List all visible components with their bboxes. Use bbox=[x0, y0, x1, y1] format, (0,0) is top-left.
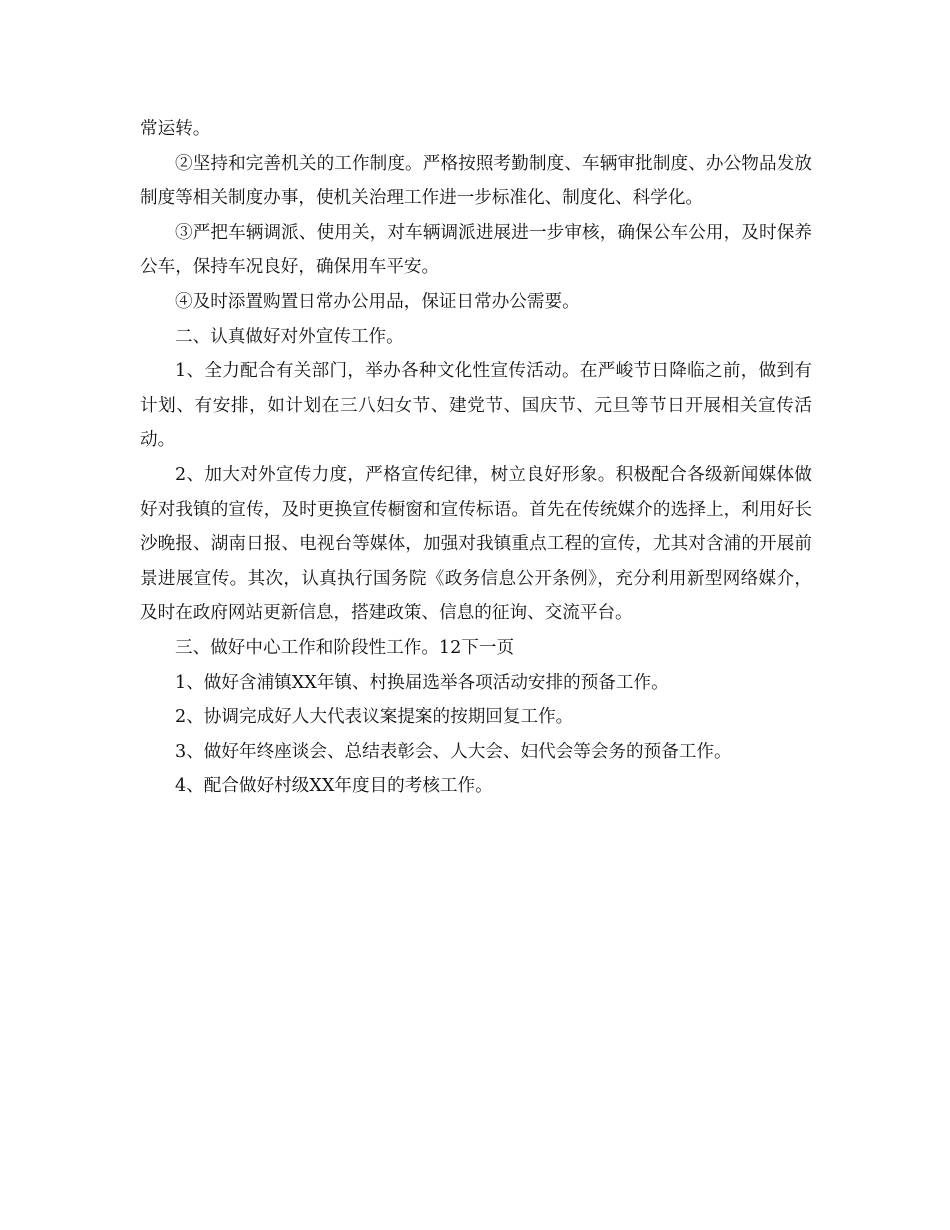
section-heading-central-work: 三、做好中心工作和阶段性工作。12下一页 bbox=[175, 637, 515, 658]
paragraph-office-supplies: ④及时添置购置日常办公用品，保证日常办公需要。 bbox=[175, 291, 580, 312]
document-body bbox=[140, 112, 812, 804]
list-item-election-preparation: 1、做好含浦镇XX年镇、村换届选举各项活动安排的预备工作。 bbox=[175, 672, 669, 693]
list-item-meeting-preparation: 3、做好年终座谈会、总结表彰会、人大会、妇代会等会务的预备工作。 bbox=[175, 741, 732, 762]
paragraph-continuation: 常运转。 bbox=[140, 119, 211, 139]
paragraph-external-publicity: 2、加大对外宣传力度，严格宣传纪律，树立良好形象。积极配合各级新闻媒体做好对我镇的宣传，及时更换宣传橱窗和宣传标语。首先在传统媒介的选择上，利用好长沙晚报、湖南日报、电视台等媒体，加强对我镇重点工程的宣传，尤其对含浦的开展前景进展宣传。其次，认真执行国务院《政务信息公开条例》，充分利用新型网络媒介，及时在政府网站更新信息，搭建政策、信息的征询、交流平台。 bbox=[140, 464, 812, 624]
section-heading-publicity: 二、认真做好对外宣传工作。 bbox=[175, 326, 404, 347]
paragraph-cultural-activities: 1、全力配合有关部门，举办各种文化性宣传活动。在严峻节日降临之前，做到有计划、有安排，如计划在三八妇女节、建党节、国庆节、元旦等节日开展相关宣传活动。 bbox=[140, 361, 812, 451]
paragraph-vehicle-management: ③严把车辆调派、使用关，对车辆调派进展进一步审核，确保公车公用，及时保养公车，保持车况良好，确保用车平安。 bbox=[140, 222, 812, 278]
list-item-village-assessment: 4、配合做好村级XX年度目的考核工作。 bbox=[175, 776, 493, 797]
list-item-proposal-replies: 2、协调完成好人大代表议案提案的按期回复工作。 bbox=[175, 707, 574, 728]
paragraph-work-system: ②坚持和完善机关的工作制度。严格按照考勤制度、车辆审批制度、办公物品发放制度等相关制度办事，使机关治理工作进一步标准化、制度化、科学化。 bbox=[140, 153, 812, 209]
